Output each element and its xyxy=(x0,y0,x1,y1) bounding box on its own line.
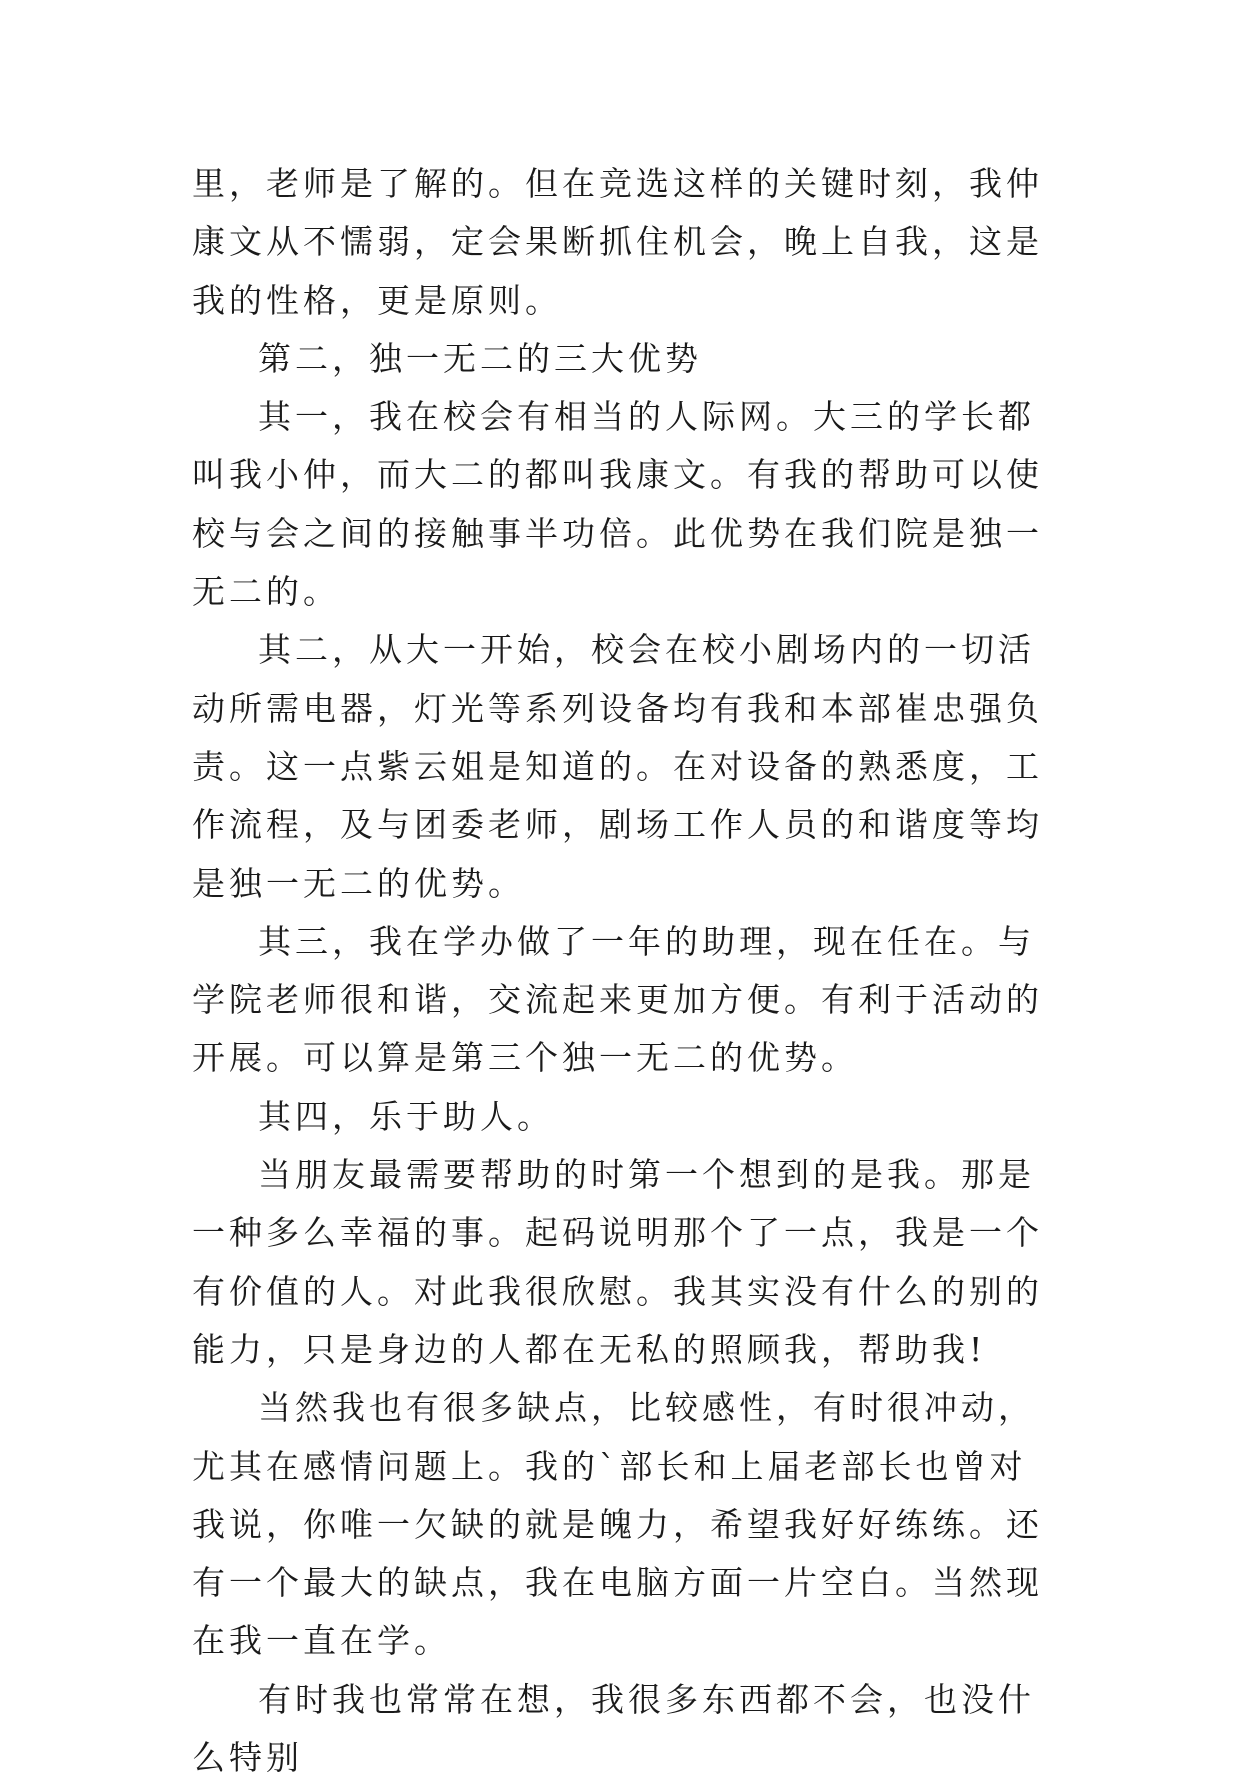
paragraph: 其二，从大一开始，校会在校小剧场内的一切活动所需电器，灯光等系列设备均有我和本部崔忠强负责。这一点紫云姐是知道的。在对设备的熟悉度，工作流程，及与团委老师，剧场工作人员的和谐度等均是独一无二的优势。 xyxy=(192,630,1043,903)
paragraph: 其四，乐于助人。 xyxy=(258,1096,554,1136)
document-body xyxy=(192,155,1054,1787)
section-heading: 第二，独一无二的三大优势 xyxy=(258,338,702,378)
paragraph: 其三，我在学办做了一年的助理，现在任在。与学院老师很和谐，交流起来更加方便。有利于活动的开展。可以算是第三个独一无二的优势。 xyxy=(192,921,1043,1078)
paragraph: 里，老师是了解的。但在竞选这样的关键时刻，我仲康文从不懦弱，定会果断抓住机会，晚上自我，这是我的性格，更是原则。 xyxy=(192,164,1043,320)
paragraph: 有时我也常常在想，我很多东西都不会，也没什么特别 xyxy=(192,1679,1035,1778)
paragraph: 当朋友最需要帮助的时第一个想到的是我。那是一种多么幸福的事。起码说明那个了一点，我是一个有价值的人。对此我很欣慰。我其实没有什么的别的能力，只是身边的人都在无私的照顾我，帮助我! xyxy=(192,1155,1043,1369)
paragraph: 当然我也有很多缺点，比较感性，有时很冲动，尤其在感情问题上。我的`部长和上届老部长也曾对我说，你唯一欠缺的就是魄力，希望我好好练练。还有一个最大的缺点，我在电脑方面一片空白。当然现在我一直在学。 xyxy=(192,1388,1043,1661)
paragraph: 其一，我在校会有相当的人际网。大三的学长都叫我小仲，而大二的都叫我康文。有我的帮助可以使校与会之间的接触事半功倍。此优势在我们院是独一无二的。 xyxy=(192,397,1043,612)
